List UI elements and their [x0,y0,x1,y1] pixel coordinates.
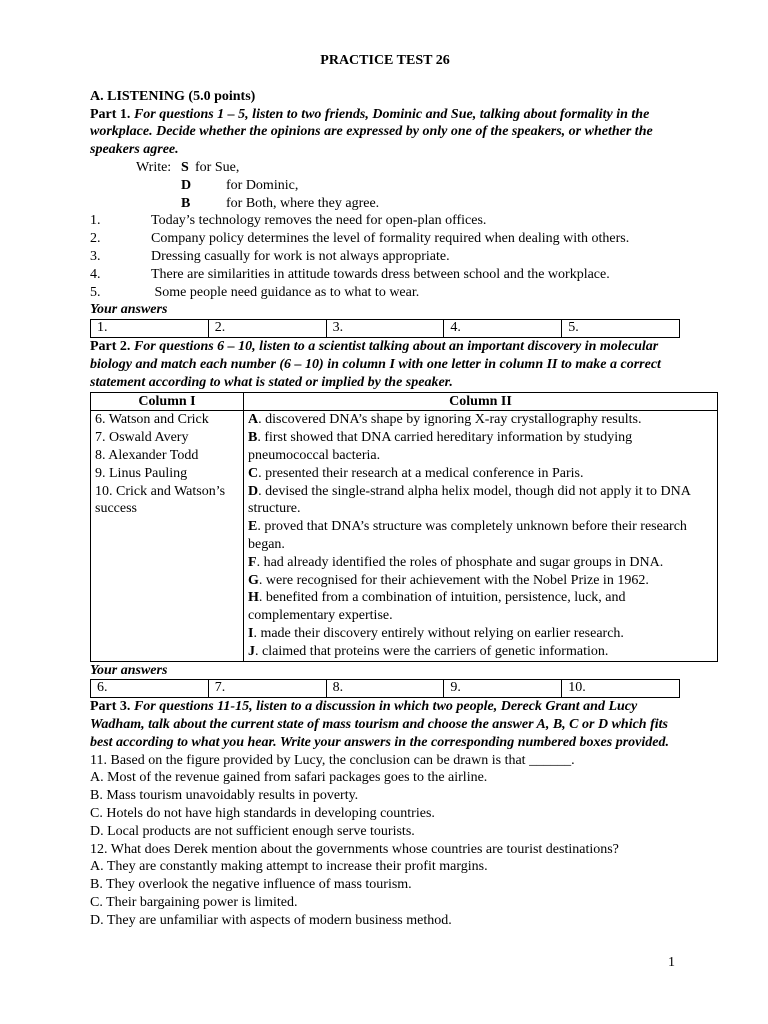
answers-label: Your answers [90,662,168,678]
part3-label: Part 3. [90,699,131,715]
column2-item [248,625,713,643]
item-number: 2. [90,231,101,247]
answer-box[interactable]: 1. [91,320,209,338]
answer-box[interactable]: 5. [562,320,680,338]
list-item [90,212,680,230]
answer-box[interactable]: 2. [208,320,326,338]
answer-box[interactable]: 4. [444,320,562,338]
column1-item: 7. Oswald Avery [95,430,189,446]
legend-key: B [181,195,191,211]
option-text: . benefited from a combination of intuition, persistence, luck, and complementary expertise. [248,590,626,624]
column1-item: 9. Linus Pauling [95,465,188,481]
option-text: . presented their research at a medical conference in Paris. [258,465,584,481]
option-letter: J [248,643,255,659]
column2-item [248,411,713,429]
answer-option: C. Hotels do not have high standards in developing countries. [90,806,435,822]
column2-item [248,589,713,625]
answer-box[interactable]: 3. [326,320,444,338]
part2-heading [90,338,680,391]
option-letter: A [248,412,259,428]
option-text: . claimed that proteins were the carriers of genetic information. [255,643,609,659]
list-item [90,248,680,266]
part1-label: Part 1. [90,106,131,122]
option-letter: G [248,572,259,588]
legend-text: for Both, where they agree. [226,195,380,211]
page-number: 1 [668,955,675,970]
option-letter: C [248,465,259,481]
question-text: 11. Based on the figure provided by Lucy, the conclusion can be drawn is that ______. [90,752,575,768]
item-text: Dressing casually for work is not always appropriate. [151,248,450,264]
option-text: . first showed that DNA carried hereditary information by studying pneumococcal bacteria. [248,430,633,463]
column2-item [248,465,713,483]
answer-option: C. Their bargaining power is limited. [90,895,298,911]
answer-box[interactable]: 10. [562,680,680,698]
item-text: Today’s technology removes the need for open-plan offices. [151,213,487,229]
option-text: . proved that DNA’s structure was completely unknown before their research began. [248,519,687,552]
part2-label: Part 2. [90,339,131,355]
column1-cell [91,411,244,661]
part3-instruction: For questions 11-15, listen to a discussion in which two people, Dereck Grant and Lucy Wadham, talk about the current state of mass tourism and choose the answer A, B, C or D which fits best according to what you hear. Write your answers in the corresponding numbered boxes provided. [90,699,669,750]
write-legend-row [90,177,680,195]
write-label: Write: [136,159,172,175]
option-text: . were recognised for their achievement with the Nobel Prize in 1962. [258,572,649,588]
answer-option: A. Most of the revenue gained from safari packages goes to the airline. [90,770,488,786]
answer-box[interactable]: 6. [91,680,209,698]
option-letter: E [248,519,258,535]
option-text: . made their discovery entirely without relying on earlier research. [253,625,624,641]
item-number: 1. [90,213,101,229]
legend-text: for Sue, [195,159,240,175]
option-letter: H [248,590,259,606]
answer-box[interactable]: 8. [326,680,444,698]
option-letter: F [248,554,257,570]
list-item [90,284,680,302]
legend-key: D [181,177,192,193]
list-item [90,230,680,248]
list-item [90,266,680,284]
item-number: 3. [90,248,101,264]
item-number: 5. [90,284,101,300]
legend-key: S [181,159,189,175]
column-header: Column II [244,392,718,411]
answers-label: Your answers [90,302,168,318]
option-letter: I [248,625,254,641]
column1-item: 8. Alexander Todd [95,447,199,463]
page-title: PRACTICE TEST 26 [320,53,450,68]
answer-box[interactable]: 9. [444,680,562,698]
item-text: There are similarities in attitude towards dress between school and the workplace. [151,266,610,282]
answer-option: D. Local products are not sufficient enough serve tourists. [90,823,415,839]
write-legend-row [90,195,680,213]
write-legend-row [90,159,680,177]
option-letter: B [248,430,258,446]
column-header: Column I [91,392,244,411]
answer-option: A. They are constantly making attempt to increase their profit margins. [90,859,488,875]
column2-item [248,483,713,519]
column1-item: 6. Watson and Crick [95,412,209,428]
answer-option: B. Mass tourism unavoidably results in poverty. [90,788,359,804]
option-text: . devised the single-strand alpha helix model, though did not apply it to DNA structure. [248,483,691,517]
answer-option: B. They overlook the negative influence of mass tourism. [90,877,412,893]
item-text: Company policy determines the level of formality required when dealing with others. [151,231,630,247]
document-page [90,52,691,930]
item-number: 4. [90,266,101,282]
option-text: . had already identified the roles of phosphate and sugar groups in DNA. [256,554,664,570]
part2-instruction: For questions 6 – 10, listen to a scientist talking about an important discovery in molecular biology and match each number (6 – 10) in column I with one letter in column II to make a correct statement according to what is stated or implied by the speaker. [90,339,661,390]
option-letter: D [248,483,259,499]
item-text: Some people need guidance as to what to wear. [151,284,420,300]
matching-table [90,392,718,662]
legend-text: for Dominic, [226,177,299,193]
answer-option: D. They are unfamiliar with aspects of modern business method. [90,912,452,928]
column2-item [248,554,713,572]
question-text: 12. What does Derek mention about the governments whose countries are tourist destinations? [90,841,619,857]
answer-box[interactable]: 7. [208,680,326,698]
section-heading: A. LISTENING (5.0 points) [90,88,256,104]
part3-heading [90,698,680,751]
part1-instruction: For questions 1 – 5, listen to two friends, Dominic and Sue, talking about formality in the workplace. Decide whether the opinions are expressed by only one of the speakers, or whether the speakers agree. [90,106,653,158]
answer-table [90,319,680,338]
question-11 [90,752,680,841]
column2-cell [244,411,718,661]
column2-item [248,518,713,554]
option-text: . discovered DNA’s shape by ignoring X-ray crystallography results. [258,412,642,428]
question-12 [90,841,680,930]
answer-table [90,679,680,698]
column2-item [248,643,713,661]
column2-item [248,572,713,590]
part1-heading [90,106,680,159]
column2-item [248,429,713,465]
column1-item: 10. Crick and Watson’s success [95,483,226,517]
